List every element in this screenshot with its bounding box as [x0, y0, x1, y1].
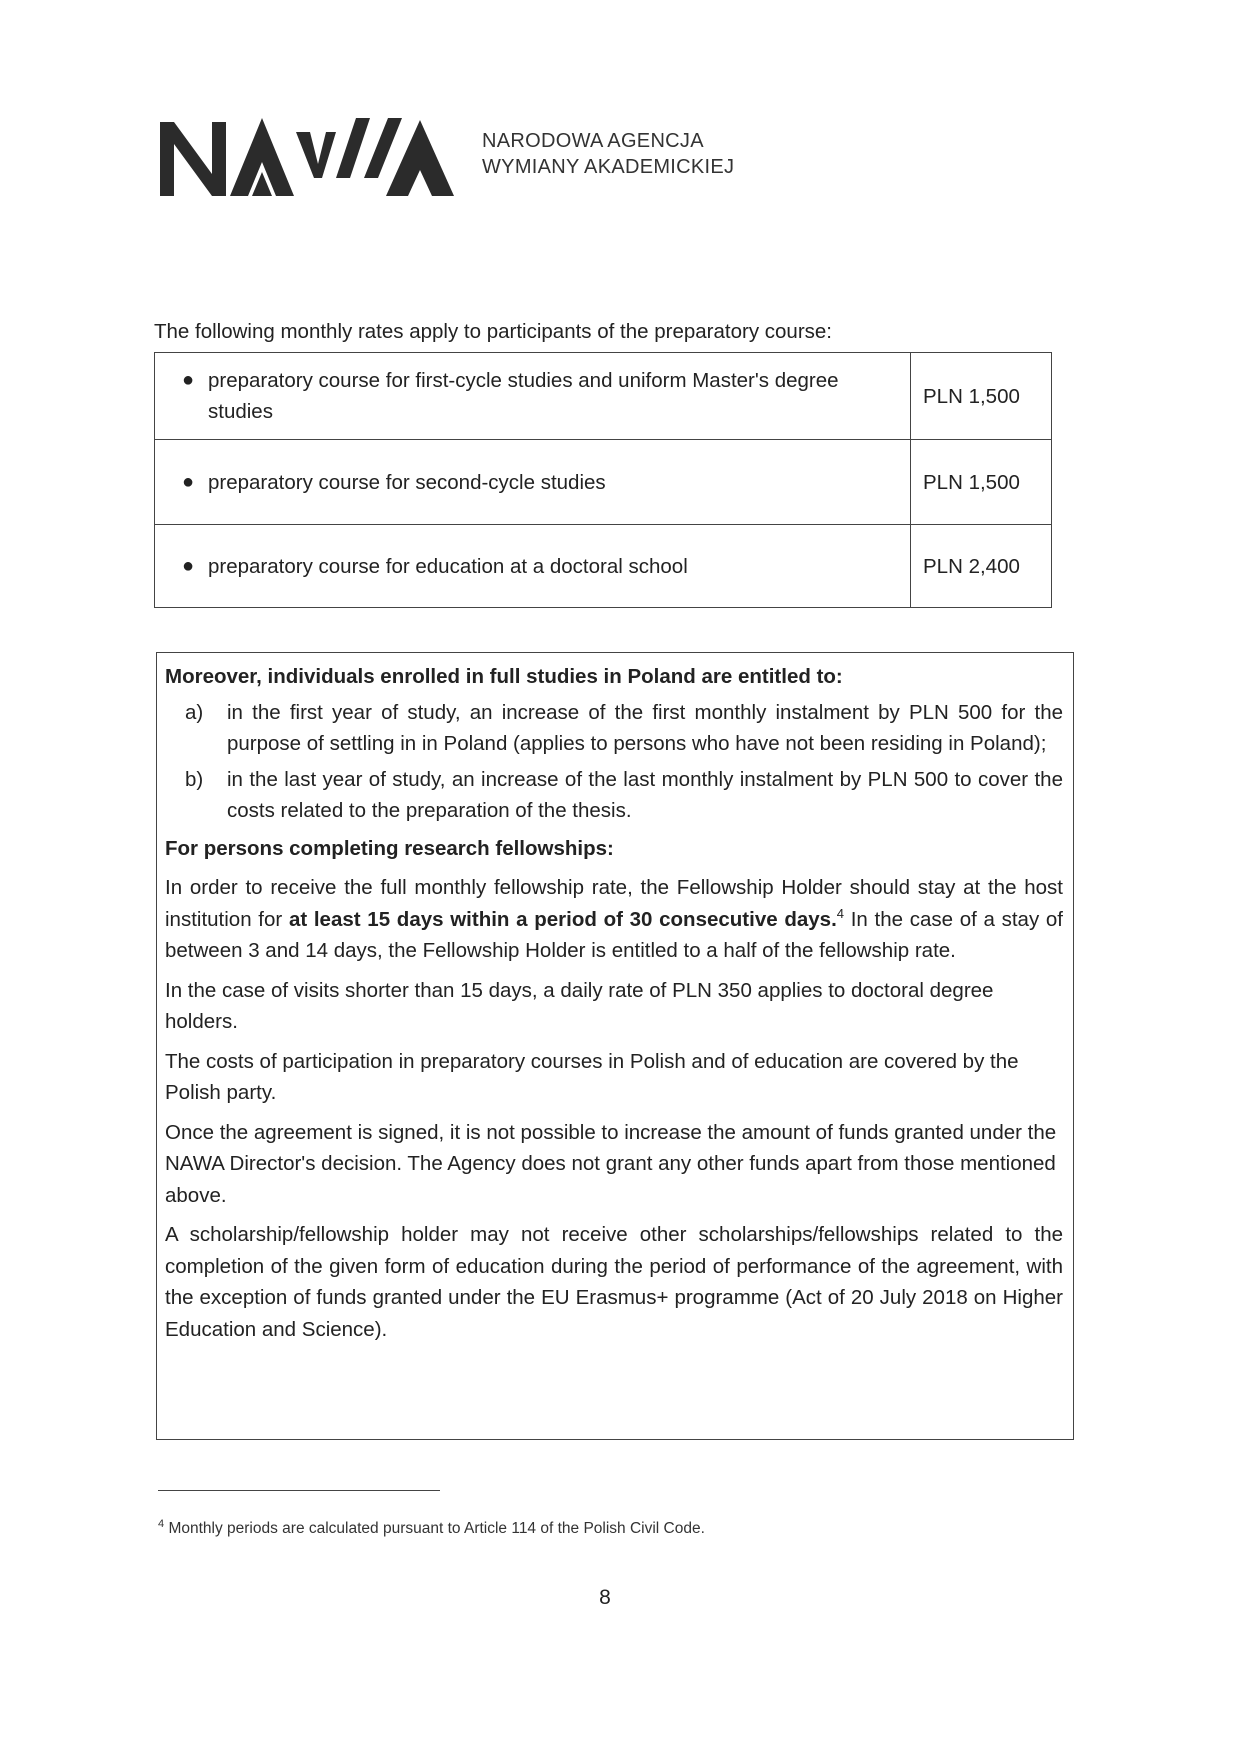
entitlement-text: in the last year of study, an increase of the last monthly instalment by PLN 500 to cover the costs related to the preparation of the thesis.	[227, 767, 1063, 822]
research-fellowships-heading: For persons completing research fellowships:	[165, 836, 614, 860]
fellowship-rate-text-end: In the case of a stay of between 3 and 14 days, the Fellowship Holder is entitled to a half of the fellowship rate.	[165, 907, 1063, 962]
entitlement-marker: a)	[185, 700, 204, 724]
rates-row	[155, 353, 1052, 440]
rate-description-cell	[155, 440, 911, 525]
rate-amount: PLN 1,500	[911, 353, 1052, 440]
footnote-number: 4	[158, 1517, 165, 1530]
rate-description-cell	[155, 525, 911, 608]
entitlement-text: in the first year of study, an increase of the first monthly instalment by PLN 500 for the purpose of settling in in Poland (applies to persons who have not been residing in Poland);	[227, 700, 1063, 755]
agreement-funds-paragraph: Once the agreement is signed, it is not possible to increase the amount of funds granted under the NAWA Director's decision. The Agency does not grant any other funds apart from those mentioned above.	[165, 1120, 1057, 1207]
rate-description: preparatory course for first-cycle studies and uniform Master's degree studies	[208, 369, 839, 423]
rate-description-cell	[155, 353, 911, 440]
rate-amount: PLN 1,500	[911, 440, 1052, 525]
entitlements-heading: Moreover, individuals enrolled in full studies in Poland are entitled to:	[165, 665, 843, 688]
rates-intro: The following monthly rates apply to participants of the preparatory course:	[154, 320, 832, 343]
fellowship-rate-bold: at least 15 days within a period of 30 consecutive days	[288, 907, 832, 931]
rates-row	[155, 440, 1052, 525]
entitlement-marker: b)	[185, 767, 204, 791]
course-costs-paragraph: The costs of participation in preparatory courses in Polish and of education are covered by the Polish party.	[165, 1049, 1019, 1104]
daily-rate-paragraph: In the case of visits shorter than 15 days, a daily rate of PLN 350 applies to doctoral degree holders.	[165, 978, 994, 1033]
bullet-icon: ●	[182, 470, 195, 493]
fellowship-rate-paragraph: In order to receive the full monthly fellowship rate, the Fellowship Holder should stay at the host institution for at least 15 days within a period of 30 consecutive days.$^4$ In the case of a stay of between 3 and 14 days, the Fellowship Holder is entitled to a half of the fellowship rate.	[165, 876, 1063, 962]
agency-name-line1: NARODOWA AGENCJA	[482, 130, 704, 152]
rate-description: preparatory course for education at a doctoral school	[208, 554, 688, 578]
footnote-divider	[158, 1490, 440, 1491]
entitlement-item	[165, 764, 1063, 827]
rates-table	[154, 352, 1052, 608]
agency-name	[482, 128, 734, 180]
entitlements-box	[156, 652, 1074, 1440]
footnote	[158, 1517, 705, 1538]
agency-name-line2: WYMIANY AKADEMICKIEJ	[482, 156, 735, 178]
entitlement-item	[165, 697, 1063, 760]
rate-description: preparatory course for second-cycle studies	[208, 470, 606, 494]
rate-amount: PLN 2,400	[911, 525, 1052, 608]
page-number: 8	[599, 1586, 611, 1609]
bullet-icon: ●	[182, 369, 195, 391]
fellowship-rate-text-start: In order to receive the full monthly fellowship rate, the Fellowship Holder should stay at the host institution for	[165, 876, 1063, 931]
nawa-logo	[158, 112, 458, 198]
bullet-icon: ●	[182, 554, 195, 577]
footnote-text: Monthly periods are calculated pursuant to Article 114 of the Polish Civil Code.	[168, 1520, 705, 1537]
footnote-reference: 4	[836, 905, 844, 921]
rates-row	[155, 525, 1052, 608]
other-scholarships-paragraph: A scholarship/fellowship holder may not receive other scholarships/fellowships related to the completion of the given form of education during the period of performance of the agreement, with the exception of funds granted under the EU Erasmus+ programme (Act of 20 July 2018 on Higher Education and Science).	[165, 1223, 1063, 1341]
